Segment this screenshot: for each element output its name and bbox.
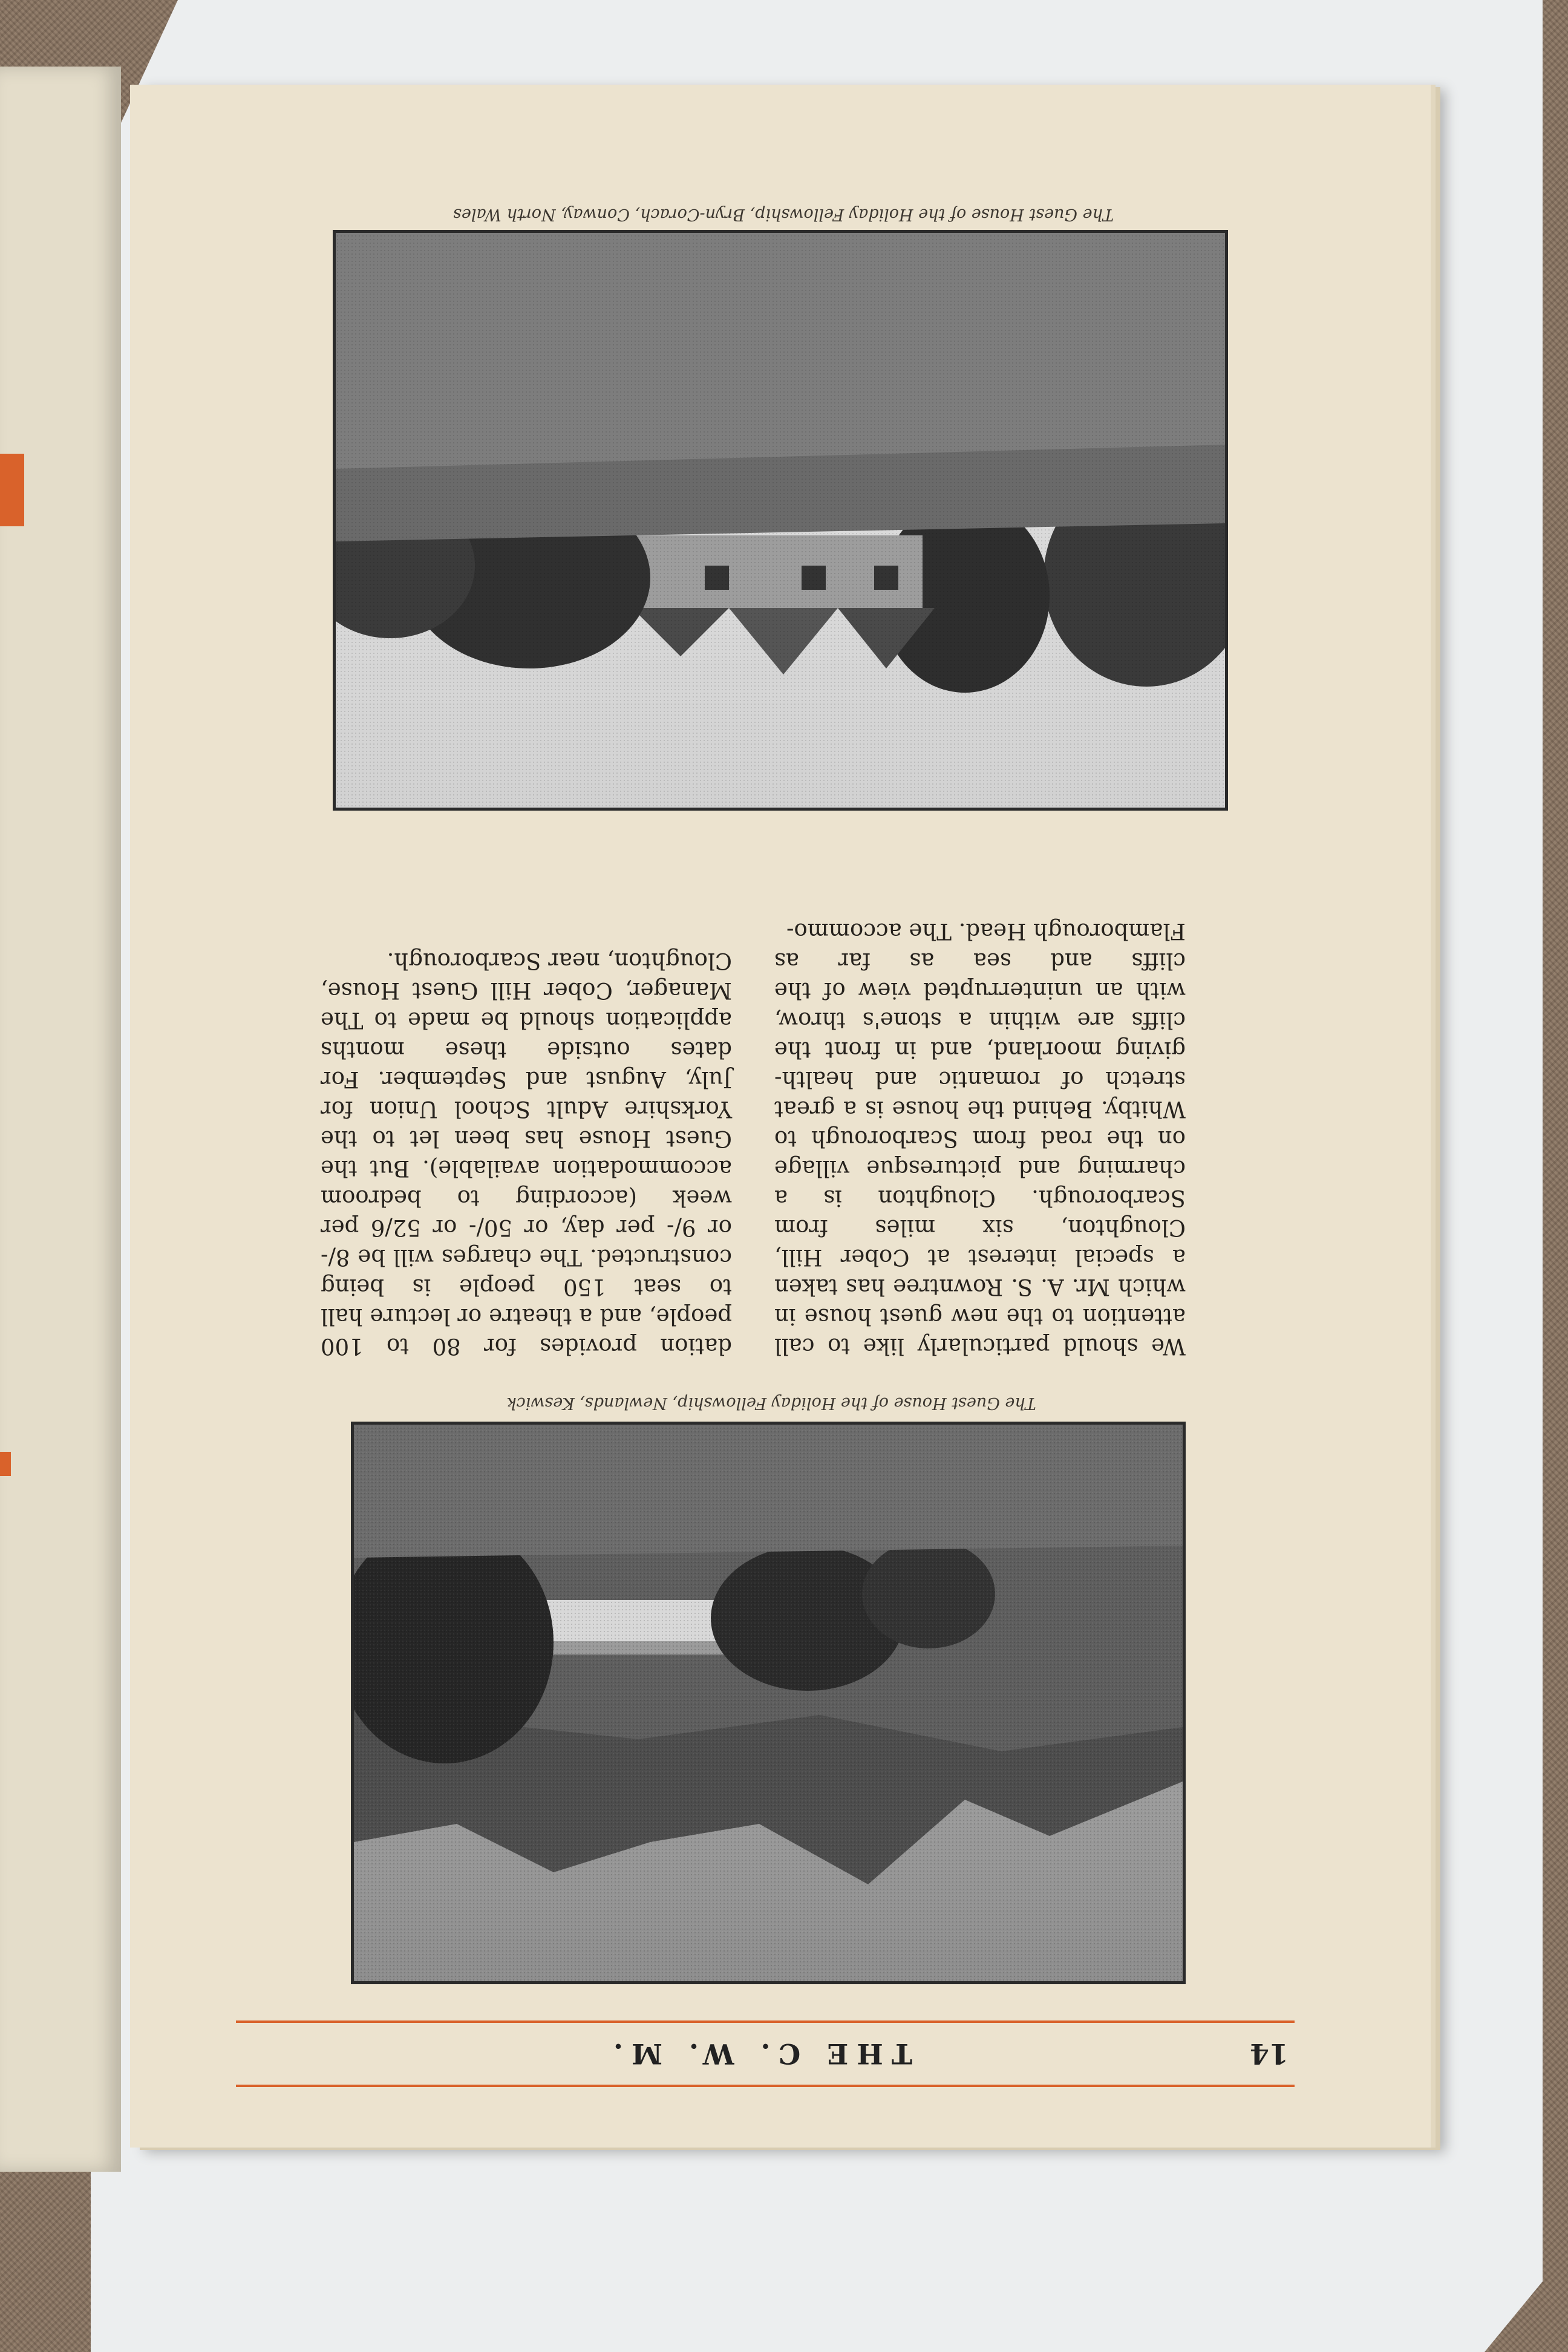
article-paragraph-1: We should particularly like to call attention to the new guest house in which Mr. A. S. Rowntree has taken a special interest at Cober Hill, Cloughton, six miles from Scarborough. Cloughton is a charming and picturesque village on the road from Scarborough to Whitby. Behind the house is a great stretch of romantic and health-giving moorland, and in front the cliffs are within a stone's throw, with an uninterrupted view of the cliffs and sea as far as Flamborough Head. The accommo- — [774, 918, 1186, 1359]
conway-house-image — [336, 233, 1225, 808]
article-column-left — [774, 916, 1186, 1361]
page-header — [236, 2020, 1295, 2087]
facing-page-orange-mark-small — [0, 1452, 11, 1476]
page-number: 14 — [1249, 2037, 1289, 2070]
magazine-page — [130, 85, 1431, 2148]
article-column-right — [321, 946, 732, 1361]
keswick-landscape-image — [354, 1425, 1183, 1981]
page-content-rotated — [130, 85, 1431, 2148]
facing-page-edge — [0, 67, 121, 2172]
article-paragraph-2: dation provides for 80 to 100 people, and a theatre or lecture hall to seat 150 people is being constructed. The charges will be 8/- or 9/- per day, or 50/- or 52/6 per week (according to bedroom accommodation available). But the Guest House has been let to the Yorkshire Adult School Union for July, August and September. For dates outside these months application should be made to The Manager, Cober Hill Guest House, Cloughton, near Scarborough. — [321, 948, 732, 1359]
photo-conway — [333, 230, 1228, 811]
magazine-title: THE C. W. M. — [605, 2037, 913, 2070]
caption-keswick: The Guest House of the Holiday Fellowship, Newlands, Keswick — [506, 1394, 1036, 1413]
photo-keswick — [351, 1422, 1186, 1984]
facing-page-orange-mark — [0, 454, 24, 526]
caption-conway: The Guest House of the Holiday Fellowship, Bryn-Corach, Conway, North Wales — [453, 205, 1114, 224]
